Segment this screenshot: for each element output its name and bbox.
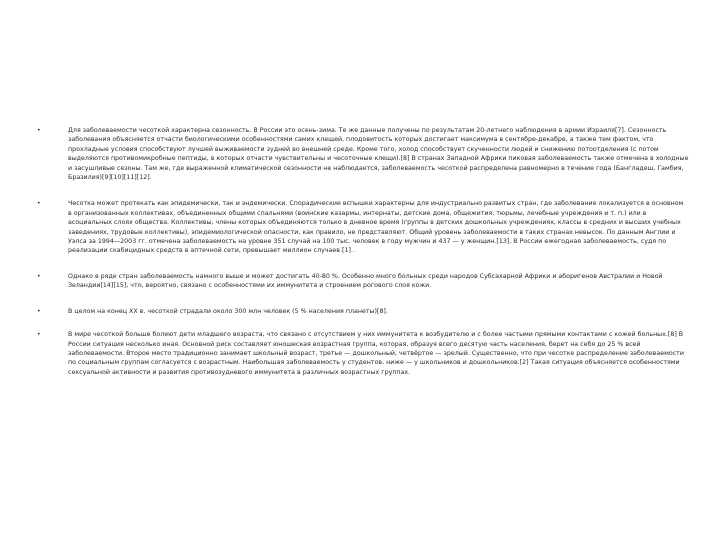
bullet-text: Для заболеваемости чесоткой характерна сезонность. В России это осень-зима. Те же данные получены по результатам 20-летнего наблюдения в армии Израиля[7]. Сезонность заболевания объясняется отчасти биологическими особенностями самих клещей, плодовитость которых достигает максимума в сентябре-декабре, а также тем фактом, что прохладные условия способствуют лучшей выживаемости зудней во внешней среде. Кроме того, холод способствует скученности людей и снижению потоотделения (с потом выделяются противомикробные пептиды, в которых отчасти чувствительны и чесоточные клещи).[8] В странах Западной Африки пиковая заболеваемость также отмечена в холодные и засушливые сезоны. Там же, где выраженной климатической сезонности не наблюдается, заболеваемость чесоткой распределена равномерно в течение года (Бангладеш, Гамбия, Бразилия)[9][10][11][12]. <box>68 127 689 182</box>
bullet-marker: • <box>37 307 41 315</box>
bullet-text: Чесотка может протекать как эпидемически, так и эндемически. Спорадические вспышки характерны для индустриально развитых стран, где заболевание локализуется в основном в организованных коллективах, объединенных общими спальнями (воинские казармы, интернаты, детские дома, общежития, тюрьмы, лечебные учреждения и т. п.) или в асоциальных слоях общества. Коллективы, члены которых объединяются только в дневное время (группы в детских дошкольных учреждениях, классы в средних и высших учебных заведениях, трудовые коллективы), эпидемиологической опасности, как правило, не представляют. Общий уровень заболеваемости в таких странах невысок. По данным Англии и Уэлса за 1994—2003 гг. отмечена заболеваемость на уровне 351 случай на 100 тыс. человек в году мужчин и 437 — у женщин.[13]. В России ежегодная заболеваемость, судя по реализации скабицидных средств в аптечной сети, превышает миллион случаев.[1] . <box>68 200 684 255</box>
bullet-item-age-groups <box>37 330 689 377</box>
bullet-marker: • <box>37 331 41 339</box>
bullet-text: Однако в ряде стран заболеваемость намного выше и может достигать 40-80 %. Особенно много больных среди народов Субсахарной Африки и аборигенов Австралии и Новой Зеландии[14][15], что, вероятно, связано с особенностями их иммунитета и строением рогового слоя кожи. <box>68 272 663 290</box>
bullet-marker: • <box>37 272 41 280</box>
bullet-text: В целом на конец XX в. чесоткой страдали около 300 млн человек (5 % населения планеты)[8]. <box>68 307 388 315</box>
bullet-item-seasonality <box>37 126 689 182</box>
bullet-item-epidemics <box>37 199 689 255</box>
bullet-text: В мире чесоткой больше болеют дети младшего возраста, что связано с отсутствием у них иммунитета к возбудителю и с более частыми прямыми контактами с кожей больных.[8] В России ситуация несколько иная. Основной риск составляет юношеская возрастная группа, которая, образуя всего десятую часть населения, берет на себя до 25 % всей заболеваемости. Второе место традиционно занимает школьный возраст, третье — дошкольный, четвёртое — зрелый. Существенно, что при чесотке распределение заболеваемости по социальным группам согласуется с возрастным. Наибольшая заболеваемость у студентов, ниже — у школьников и дошкольников.[2] Такая ситуация объясняется особенностями сексуальной активности и развития противозудневого иммунитета в различных возрастных группах. <box>68 331 684 376</box>
bullet-marker: • <box>37 200 41 208</box>
bullet-item-high-incidence <box>37 272 689 291</box>
bullet-marker: • <box>37 127 41 134</box>
bullet-item-total-cases <box>37 307 689 316</box>
bullet-list <box>37 126 689 377</box>
